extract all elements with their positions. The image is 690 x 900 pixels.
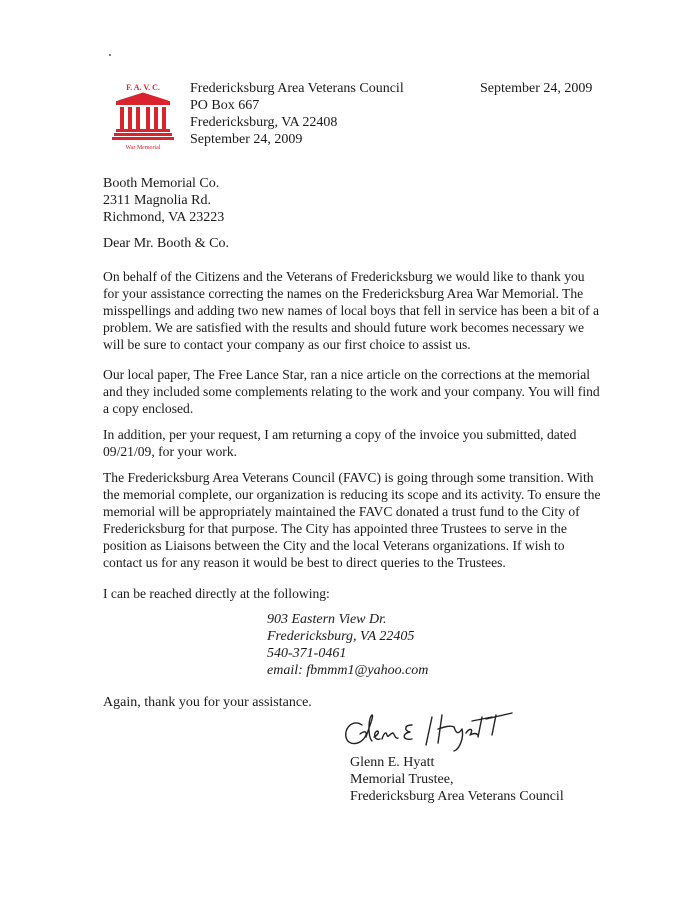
- svg-text:F. A. V. C.: F. A. V. C.: [126, 83, 160, 92]
- sender-address: [190, 80, 404, 148]
- body-paragraph-1: On behalf of the Citizens and the Veterans of Fredericksburg we would like to thank you for your assistance correcting the names on the Fredericksburg Area War Memorial. The misspellings and adding two new names of local boys that fell in service has been a bit of a problem. We are satisfied with the results and should future work becomes necessary we will be sure to contact your company as our first choice to assist us.: [103, 269, 600, 352]
- contact-city-state-zip: Fredericksburg, VA 22405: [267, 629, 415, 644]
- signer-block: [350, 754, 564, 805]
- org-name: Fredericksburg Area Veterans Council: [190, 81, 404, 96]
- favc-war-memorial-logo-icon: [112, 81, 174, 153]
- body-paragraph-4: The Fredericksburg Area Veterans Council (FAVC) is going through some transition. With the memorial complete, our organization is reducing its scope and its activity. To ensure the memorial will be appropriately maintained the FAVC donated a trust fund to the City of Fredericksburg for that purpose. The City has appointed three Trustees to serve in the position as Liaisons between the City and the local Veterans organizations. If wish to contact us for any reason it would be best to direct queries to the Trustees.: [103, 470, 601, 570]
- po-box: PO Box 667: [190, 98, 260, 113]
- contact-street: 903 Eastern View Dr.: [267, 612, 387, 627]
- salutation: Dear Mr. Booth & Co.: [103, 236, 229, 251]
- svg-text:War Memorial: War Memorial: [125, 145, 161, 151]
- body-paragraph-3: In addition, per your request, I am returning a copy of the invoice you submitted, dated 09/21/09, for your work.: [103, 427, 577, 459]
- signer-name: Glenn E. Hyatt: [350, 755, 435, 770]
- recipient-city-state-zip: Richmond, VA 23223: [103, 210, 225, 225]
- signer-title: Memorial Trustee,: [350, 772, 454, 787]
- recipient-street: 2311 Magnolia Rd.: [103, 193, 211, 208]
- contact-block: [267, 611, 428, 679]
- sender-city-state-zip: Fredericksburg, VA 22408: [190, 115, 338, 130]
- handwritten-signature: [340, 703, 530, 758]
- body-paragraph-5: I can be reached directly at the following:: [103, 586, 330, 601]
- letter-date: September 24, 2009: [480, 81, 593, 96]
- signer-organization: Fredericksburg Area Veterans Council: [350, 789, 564, 804]
- sender-date: September 24, 2009: [190, 132, 303, 147]
- body-paragraph-2: Our local paper, The Free Lance Star, ran a nice article on the corrections at the memorial and they included some complements relating to the work and your company. You will find a copy enclosed.: [103, 367, 600, 416]
- recipient-name: Booth Memorial Co.: [103, 176, 220, 191]
- closing-line: Again, thank you for your assistance.: [103, 695, 312, 710]
- scan-speck: [109, 54, 111, 56]
- contact-email: email: fbmmm1@yahoo.com: [267, 663, 429, 678]
- contact-phone: 540-371-0461: [267, 646, 347, 661]
- recipient-address: [103, 175, 224, 226]
